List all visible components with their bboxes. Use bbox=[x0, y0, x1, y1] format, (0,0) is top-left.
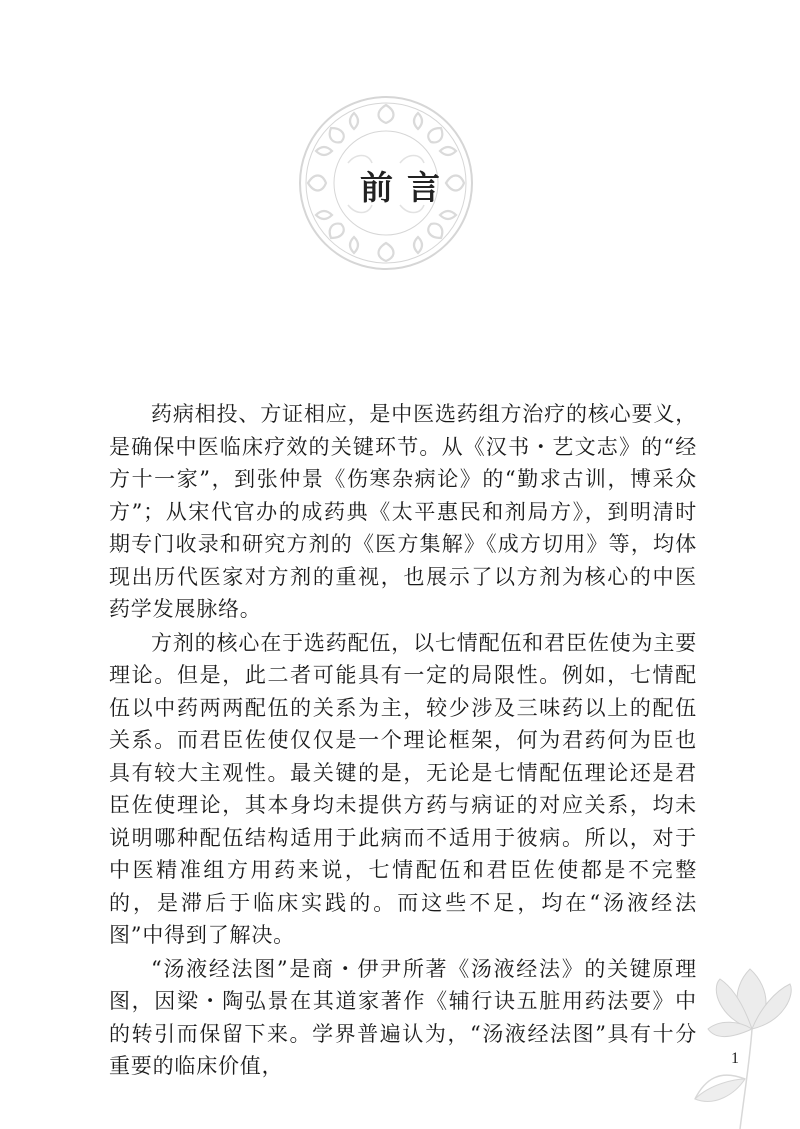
lotus-flower-decoration-icon bbox=[690, 949, 800, 1129]
paragraph-3: “汤液经法图”是商・伊尹所著《汤液经法》的关键原理图，因梁・陶弘景在其道家著作《辅行诀五脏用药法要》中的转引而保留下来。学界普遍认为，“汤液经法图”具有十分重要的临床价值， bbox=[109, 956, 697, 1078]
paragraph-1: 药病相投、方证相应，是中医选药组方治疗的核心要义，是确保中医临床疗效的关键环节。从《汉书・艺文志》的“经方十一家”，到张仲景《伤寒杂病论》的“勤求古训，博采众方”；从宋代官办的成药典《太平惠民和剂局方》，到明清时期专门收录和研究方剂的《医方集解》《成方切用》等，均体现出历代医家对方剂的重视，也展示了以方剂为核心的中医药学发展脉络。 bbox=[109, 402, 697, 621]
page-number: 1 bbox=[731, 1050, 739, 1067]
paragraph-2: 方剂的核心在于选药配伍，以七情配伍和君臣佐使为主要理论。但是，此二者可能具有一定的局限性。例如，七情配伍以中药两两配伍的关系为主，较少涉及三味药以上的配伍关系。而君臣佐使仅仅是一个理论框架，何为君药何为臣也具有较大主观性。最关键的是，无论是七情配伍理论还是君臣佐使理论，其本身均未提供方药与病证的对应关系，均未说明哪种配伍结构适用于此病而不适用于彼病。所以，对于中医精准组方用药来说，七情配伍和君臣佐使都是不完整的，是滞后于临床实践的。而这些不足，均在“汤液经法图”中得到了解决。 bbox=[109, 630, 697, 947]
body-text bbox=[109, 398, 697, 1084]
page-title: 前言 bbox=[360, 168, 454, 208]
